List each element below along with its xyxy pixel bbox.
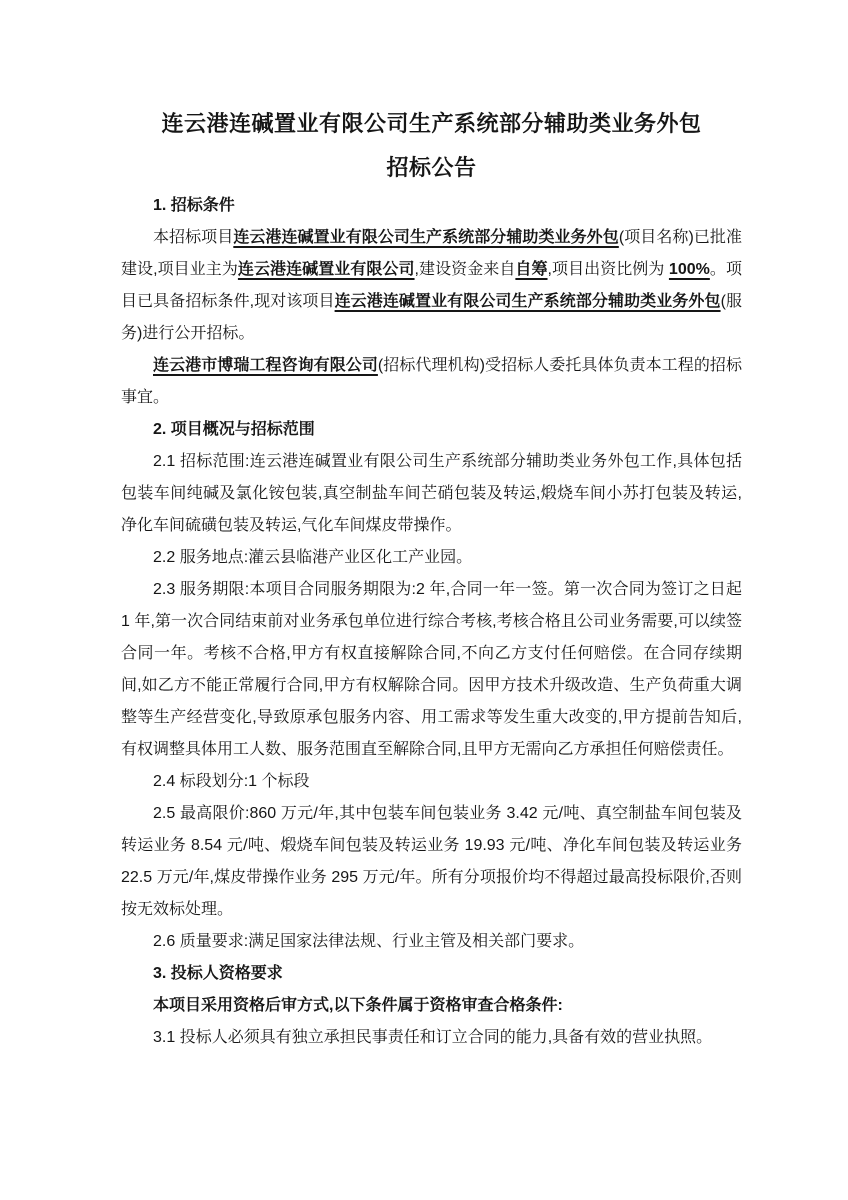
para-2-1-bidding-scope: 2.1 招标范围:连云港连碱置业有限公司生产系统部分辅助类业务外包工作,具体包括包装车间纯碱及氯化铵包装,真空制盐车间芒硝包装及转运,煅烧车间小苏打包装及转运,净化车间硫磺包装及转运,气化车间煤皮带操作。 <box>121 453 742 534</box>
para-3-1-bidder-qualification: 3.1 投标人必须具有独立承担民事责任和订立合同的能力,具备有效的营业执照。 <box>153 1029 713 1046</box>
project-name-emphasis: 连云港连碱置业有限公司生产系统部分辅助类业务外包 <box>334 293 721 310</box>
para-2-2-service-location: 2.2 服务地点:灌云县临港产业区化工产业园。 <box>153 549 473 566</box>
project-name-emphasis: 连云港连碱置业有限公司生产系统部分辅助类业务外包 <box>233 229 619 246</box>
para-2-4-lot-division: 2.4 标段划分:1 个标段 <box>153 773 310 790</box>
text-run: (招标代理机构)受招标人委托具体负责本工程的招标事宜。 <box>121 357 742 406</box>
text-run: 本招标项目 <box>153 229 234 246</box>
para-2-5-price-ceiling: 2.5 最高限价:860 万元/年,其中包装车间包装业务 3.42 元/吨、真空制盐车间包装及转运业务 8.54 元/吨、煅烧车间包装及转运业务 19.93 元/吨、净化车间包装及转运业务 22.5 万元/年,煤皮带操作业务 295 万元/年。所有分项报价均不得超过最高投标限价,否则按无效标处理。 <box>121 805 742 918</box>
funding-ratio-emphasis: 100% <box>668 261 710 278</box>
agency-name-emphasis: 连云港市博瑞工程咨询有限公司 <box>153 357 378 374</box>
funding-source-emphasis: 自筹 <box>515 261 548 278</box>
owner-name-emphasis: 连云港连碱置业有限公司 <box>237 261 415 278</box>
section-1-heading: 1. 招标条件 <box>153 197 235 214</box>
section-2-heading: 2. 项目概况与招标范围 <box>153 421 315 438</box>
text-run: 。项目已具备招标条件,现对该项目 <box>121 261 742 310</box>
para-tender-conditions <box>121 222 742 350</box>
document-subtitle: 招标公告 <box>386 155 477 180</box>
text-run: (项目名称)已批准建设,项目业主为 <box>121 229 742 278</box>
section-3-heading: 3. 投标人资格要求 <box>153 965 283 982</box>
para-2-6-quality-requirements: 2.6 质量要求:满足国家法律法规、行业主管及相关部门要求。 <box>153 933 585 950</box>
text-run: ,建设资金来自 <box>414 261 516 278</box>
document-title: 连云港连碱置业有限公司生产系统部分辅助类业务外包 <box>161 111 702 136</box>
para-2-3-service-term: 2.3 服务期限:本项目合同服务期限为:2 年,合同一年一签。第一次合同为签订之日起 1 年,第一次合同结束前对业务承包单位进行综合考核,考核合格且公司业务需要,可以续签合同一年。考核不合格,甲方有权直接解除合同,不向乙方支付任何赔偿。在合同存续期间,如乙方不能正常履行合同,甲方有权解除合同。因甲方技术升级改造、生产负荷重大调整等生产经营变化,导致原承包服务内容、用工需求等发生重大改变的,甲方提前告知后,有权调整具体用工人数、服务范围直至解除合同,且甲方无需向乙方承担任何赔偿责任。 <box>121 581 742 758</box>
para-tender-agency <box>121 350 742 414</box>
text-run: ,项目出资比例为 <box>547 261 669 278</box>
para-qualification-review-method: 本项目采用资格后审方式,以下条件属于资格审查合格条件: <box>153 997 563 1014</box>
text-run: (服务)进行公开招标。 <box>121 293 742 342</box>
